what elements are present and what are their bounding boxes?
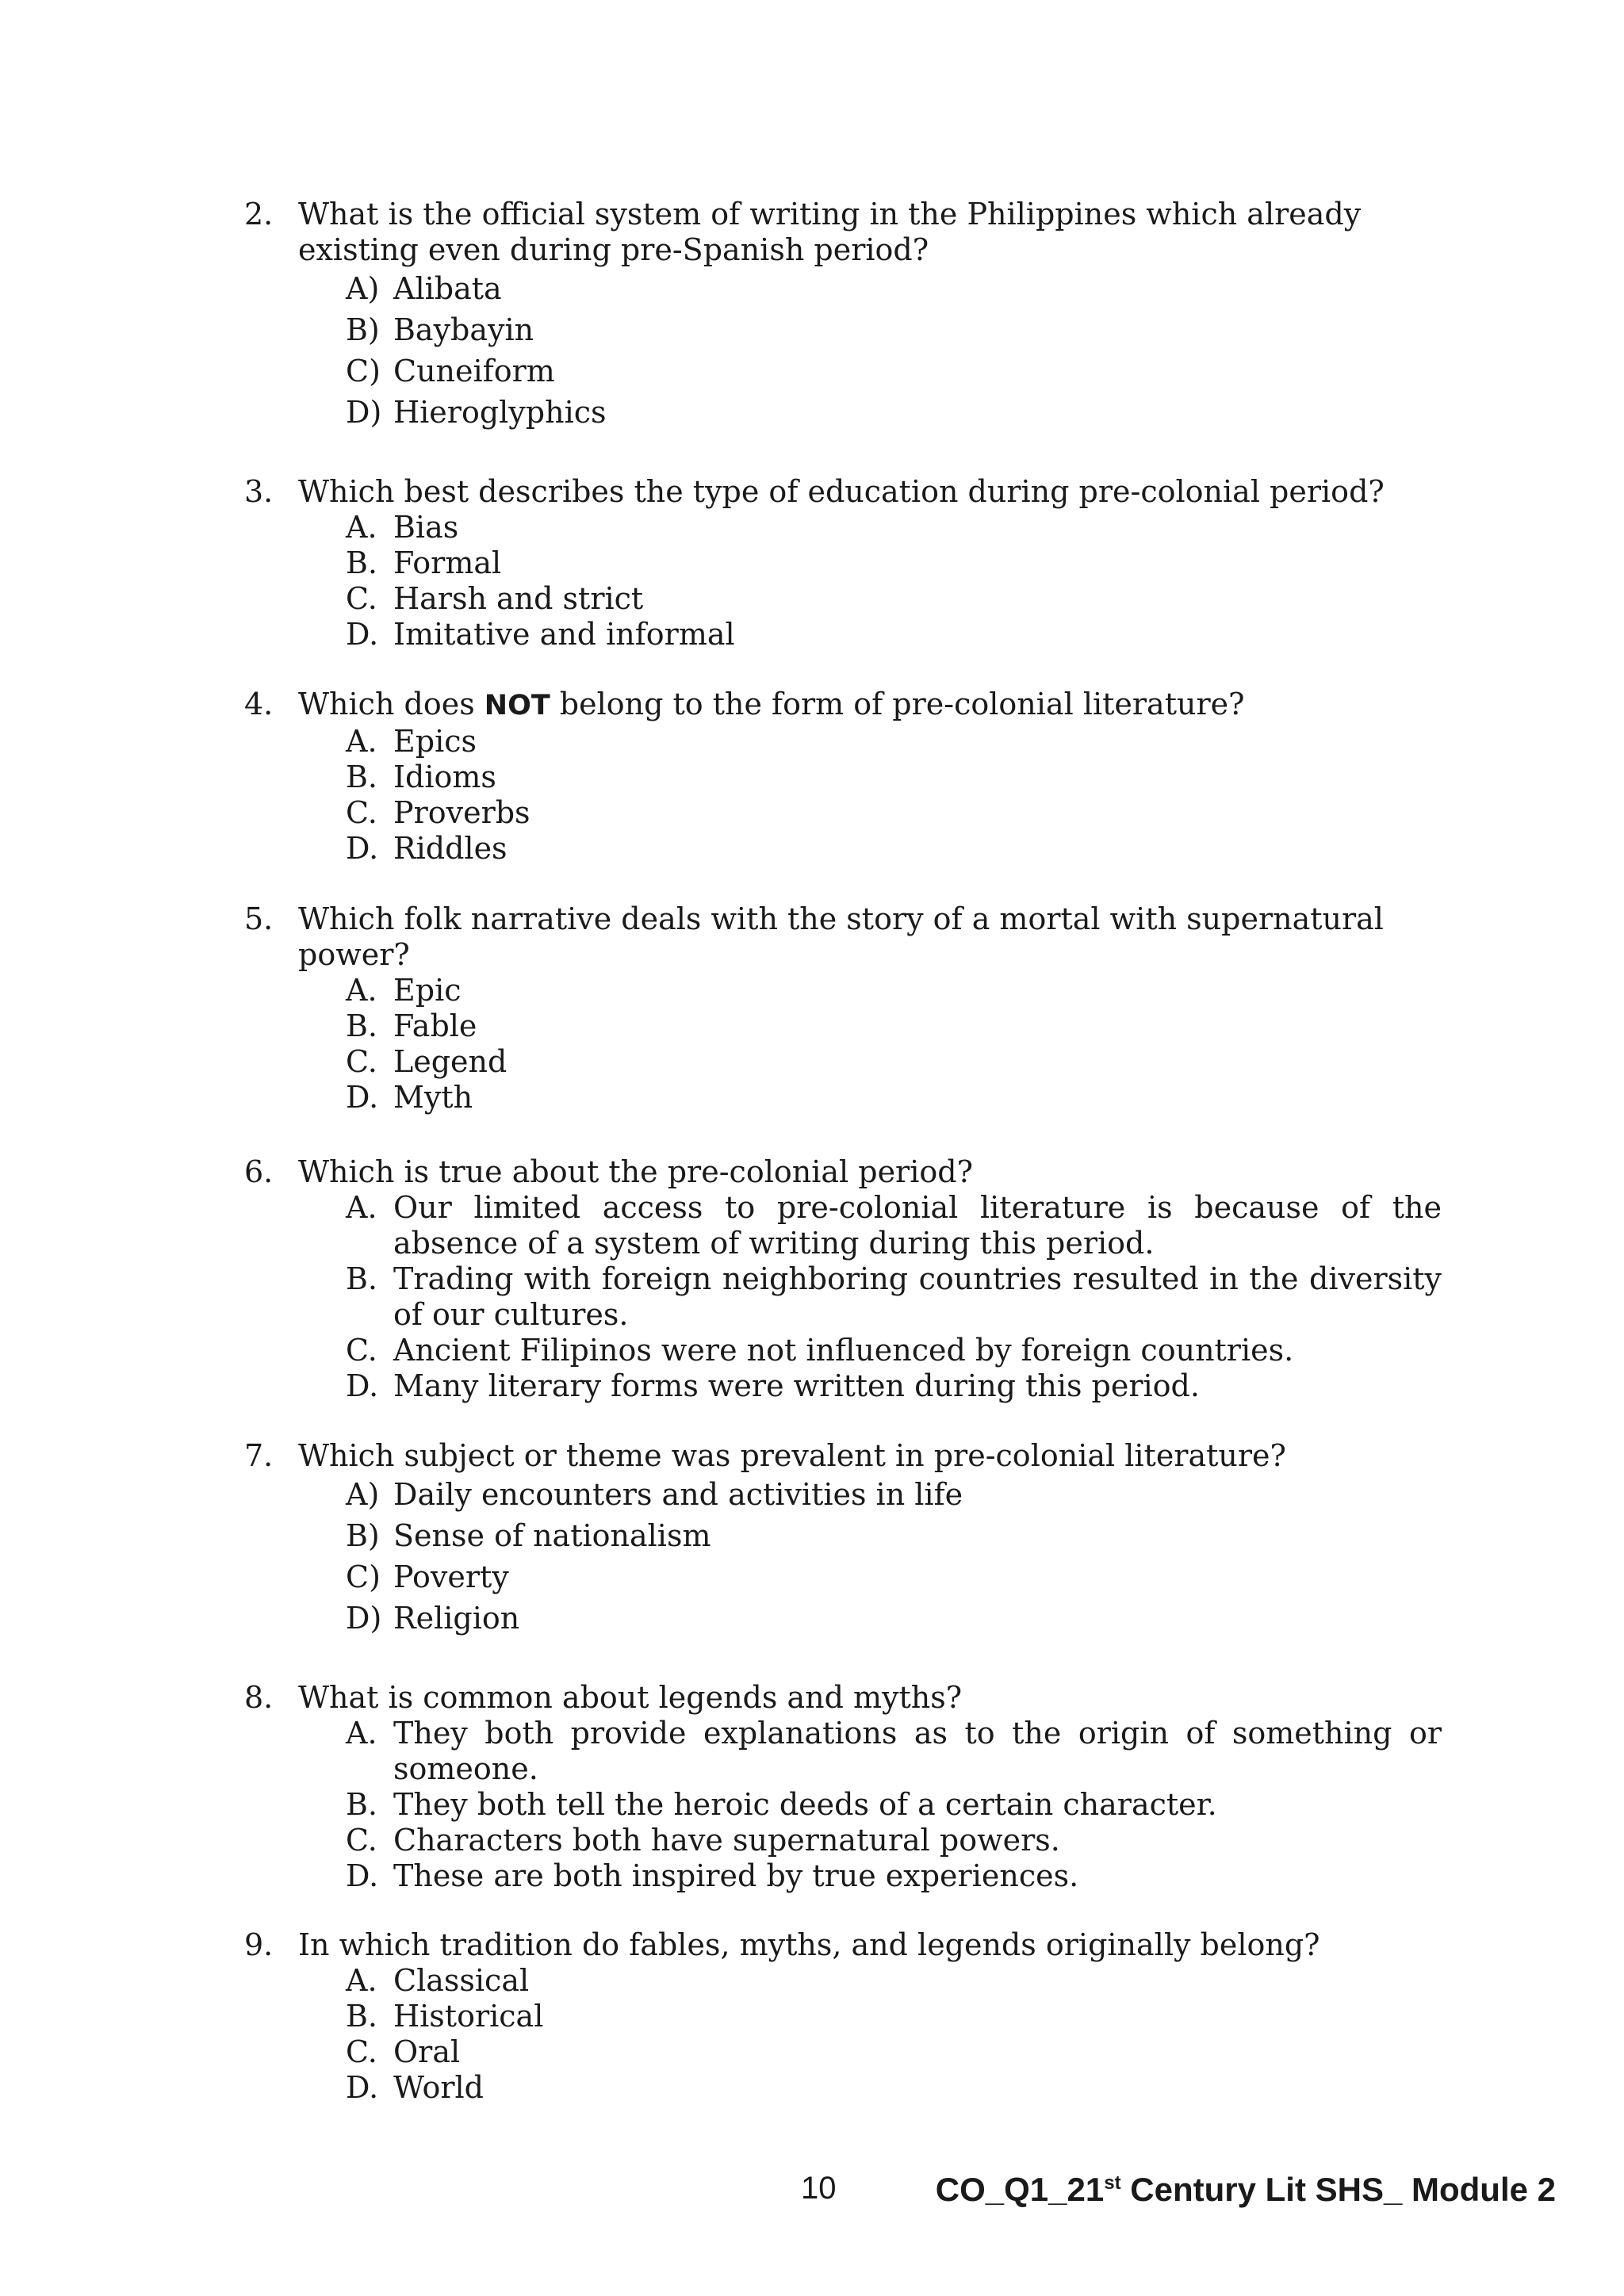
question-6: [244, 1154, 1442, 1404]
question-text: Which subject or theme was prevalent in pre-colonial literature?: [298, 1438, 1286, 1473]
option-d: [346, 2070, 1442, 2106]
option-b: [346, 309, 1442, 350]
question-8: [244, 1680, 1442, 1894]
option-label: B): [346, 312, 380, 347]
question-text: Which folk narrative deals with the story of a mortal with supernatural power?: [298, 901, 1384, 972]
option-c: [346, 2034, 1442, 2070]
emphasis-not: NOT: [484, 690, 550, 721]
answer-options: [346, 268, 1442, 433]
option-text: Legend: [393, 1044, 508, 1079]
module-label: CO_Q1_21st Century Lit SHS_ Module 2: [935, 2171, 1556, 2208]
option-text: Trading with foreign neighboring countries resulted in the diversity of our cultures.: [393, 1261, 1442, 1332]
page-footer: [0, 2171, 1624, 2218]
option-label: B.: [346, 1999, 378, 2034]
option-text: Alibata: [393, 271, 502, 306]
option-a: [346, 1190, 1442, 1261]
option-b: [346, 1261, 1442, 1333]
option-d: [346, 1080, 1442, 1115]
option-text: Hieroglyphics: [393, 395, 607, 430]
option-text: Sense of nationalism: [393, 1518, 711, 1553]
option-text: Our limited access to pre-colonial literature is because of the absence of a system of writing during this period.: [393, 1190, 1442, 1261]
question-4: [244, 687, 1442, 867]
answer-options: [346, 973, 1442, 1115]
question-number: 8.: [244, 1680, 274, 1715]
question-2: [244, 197, 1442, 433]
answer-options: [346, 1963, 1442, 2106]
option-label: D.: [346, 1368, 379, 1403]
option-label: C.: [346, 1823, 377, 1858]
option-c: [346, 1333, 1442, 1368]
question-text: What is the official system of writing in the Philippines which already existing even during pre-Spanish period?: [298, 197, 1362, 267]
option-text: Epic: [393, 973, 462, 1008]
option-c: [346, 1556, 1442, 1598]
option-label: A.: [346, 973, 377, 1008]
answer-options: [346, 1474, 1442, 1639]
option-label: D): [346, 395, 382, 430]
question-7: [244, 1438, 1442, 1639]
option-label: A.: [346, 510, 377, 545]
option-text: Fable: [393, 1008, 477, 1043]
question-text: In which tradition do fables, myths, and legends originally belong?: [298, 1927, 1320, 1962]
option-text: Harsh and strict: [393, 581, 644, 616]
option-label: B.: [346, 545, 378, 580]
option-text: Bias: [393, 510, 459, 545]
option-text: Imitative and informal: [393, 617, 735, 652]
option-label: C.: [346, 1044, 377, 1079]
option-label: C): [346, 354, 381, 388]
question-3: [244, 474, 1442, 652]
option-d: [346, 831, 1442, 867]
option-text: They both provide explanations as to the origin of something or someone.: [393, 1716, 1442, 1786]
option-a: [346, 1716, 1442, 1787]
option-text: These are both inspired by true experiences.: [393, 1858, 1079, 1893]
option-label: D.: [346, 831, 379, 866]
option-a: [346, 1474, 1442, 1515]
option-text: World: [393, 2070, 484, 2105]
option-b: [346, 760, 1442, 795]
option-d: [346, 1598, 1442, 1639]
option-text: Cuneiform: [393, 354, 555, 388]
answer-options: [346, 1190, 1442, 1404]
option-b: [346, 1515, 1442, 1556]
question-9: [244, 1927, 1442, 2106]
option-text: Many literary forms were written during this period.: [393, 1368, 1200, 1403]
option-text: Poverty: [393, 1559, 509, 1594]
option-label: B.: [346, 760, 378, 794]
option-a: [346, 1963, 1442, 1999]
option-text: Proverbs: [393, 795, 530, 830]
option-label: D.: [346, 1858, 379, 1893]
option-label: A.: [346, 1716, 377, 1751]
question-number: 2.: [244, 197, 274, 232]
option-a: [346, 724, 1442, 760]
option-d: [346, 617, 1442, 652]
question-number: 4.: [244, 687, 274, 721]
option-label: A): [346, 271, 380, 306]
option-text: Epics: [393, 724, 477, 759]
option-label: D.: [346, 617, 379, 652]
option-label: A.: [346, 1190, 377, 1225]
option-c: [346, 1823, 1442, 1858]
option-label: C.: [346, 1333, 377, 1368]
option-label: C.: [346, 2034, 377, 2069]
option-b: [346, 1008, 1442, 1044]
option-label: B.: [346, 1261, 378, 1296]
option-d: [346, 392, 1442, 433]
option-label: C.: [346, 795, 377, 830]
option-label: D.: [346, 2070, 379, 2105]
question-number: 5.: [244, 901, 274, 936]
option-text: Religion: [393, 1601, 520, 1636]
option-text: Baybayin: [393, 312, 534, 347]
option-label: D): [346, 1601, 382, 1636]
option-d: [346, 1368, 1442, 1404]
option-c: [346, 350, 1442, 392]
answer-options: [346, 510, 1442, 652]
option-c: [346, 1044, 1442, 1080]
option-text: Ancient Filipinos were not influenced by foreign countries.: [393, 1333, 1294, 1368]
question-number: 9.: [244, 1927, 274, 1962]
question-number: 6.: [244, 1154, 274, 1189]
question-number: 7.: [244, 1438, 274, 1473]
option-text: Characters both have supernatural powers.: [393, 1823, 1060, 1858]
question-5: [244, 901, 1442, 1115]
question-list: [244, 197, 1442, 2106]
option-b: [346, 1787, 1442, 1823]
option-label: B.: [346, 1787, 378, 1822]
option-c: [346, 795, 1442, 831]
option-d: [346, 1858, 1442, 1894]
question-text: What is common about legends and myths?: [298, 1680, 963, 1715]
answer-options: [346, 724, 1442, 867]
option-text: Formal: [393, 545, 502, 580]
option-text: Daily encounters and activities in life: [393, 1477, 963, 1512]
answer-options: [346, 1716, 1442, 1894]
option-text: Myth: [393, 1080, 473, 1115]
option-a: [346, 510, 1442, 545]
option-text: Historical: [393, 1999, 544, 2034]
option-label: A.: [346, 1963, 377, 1998]
option-b: [346, 1999, 1442, 2034]
option-text: They both tell the heroic deeds of a certain character.: [393, 1787, 1217, 1822]
option-label: A.: [346, 724, 377, 759]
page-number: 10: [801, 2171, 837, 2206]
question-text: Which best describes the type of education during pre-colonial period?: [298, 474, 1385, 509]
option-label: C.: [346, 581, 377, 616]
option-b: [346, 545, 1442, 581]
option-a: [346, 973, 1442, 1008]
option-text: Idioms: [393, 760, 496, 794]
option-label: B.: [346, 1008, 378, 1043]
question-text: Which is true about the pre-colonial period?: [298, 1154, 973, 1189]
option-label: A): [346, 1477, 380, 1512]
option-label: D.: [346, 1080, 379, 1115]
option-label: C): [346, 1559, 381, 1594]
option-text: Riddles: [393, 831, 508, 866]
question-text: Which does NOT belong to the form of pre-colonial literature?: [298, 687, 1245, 721]
option-c: [346, 581, 1442, 617]
option-text: Classical: [393, 1963, 530, 1998]
option-label: B): [346, 1518, 380, 1553]
option-a: [346, 268, 1442, 309]
question-number: 3.: [244, 474, 274, 509]
option-text: Oral: [393, 2034, 461, 2069]
